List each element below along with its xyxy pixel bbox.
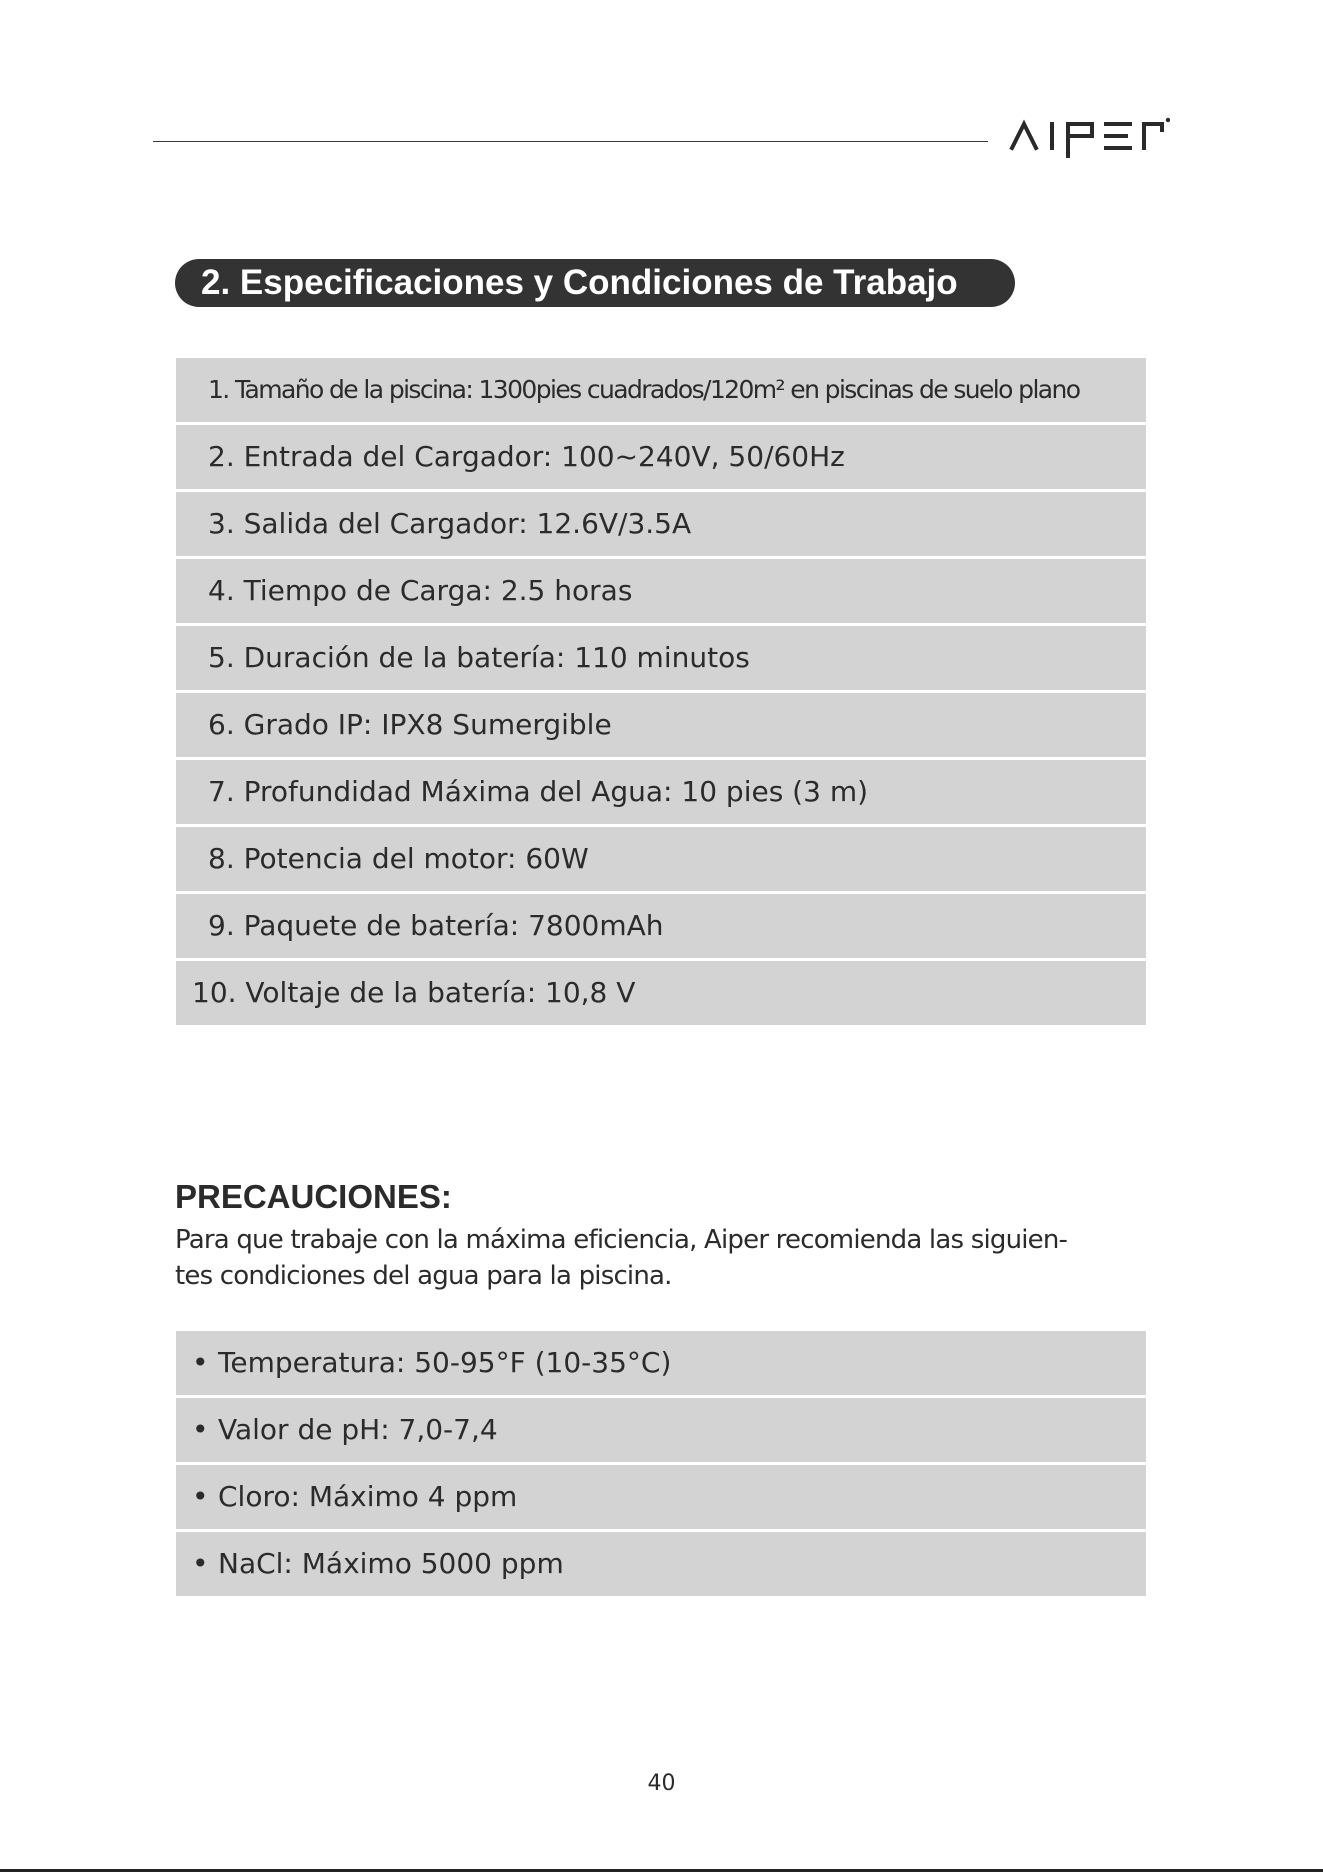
spec-row-battery-pack: 9. Paquete de batería: 7800mAh [176, 894, 1146, 958]
precautions-text-line: Para que trabaje con la máxima eficiencia, Aiper recomienda las siguien- [175, 1225, 1068, 1255]
condition-row-nacl [176, 1532, 1146, 1596]
precautions-title: PRECAUCIONES: [175, 1178, 452, 1215]
condition-text: NaCl: Máximo 5000 ppm [218, 1547, 564, 1580]
bullet-icon: • [192, 1346, 209, 1379]
spec-row-ip-rating: 6. Grado IP: IPX8 Sumergible [176, 693, 1146, 757]
precautions-text-line: tes condiciones del agua para la piscina. [175, 1261, 672, 1291]
spec-row-pool-size: 1. Tamaño de la piscina: 1300pies cuadrados/120m² en piscinas de suelo plano [176, 358, 1146, 422]
condition-text: Cloro: Máximo 4 ppm [218, 1480, 518, 1513]
specifications-table [176, 358, 1146, 1028]
header-rule [153, 141, 988, 142]
spec-row-battery-voltage: 10. Voltaje de la batería: 10,8 V [176, 961, 1146, 1025]
spec-row-charger-output: 3. Salida del Cargador: 12.6V/3.5A [176, 492, 1146, 556]
spec-row-battery-life: 5. Duración de la batería: 110 minutos [176, 626, 1146, 690]
spec-row-charger-input: 2. Entrada del Cargador: 100~240V, 50/60Hz [176, 425, 1146, 489]
bullet-icon: • [192, 1413, 209, 1446]
spec-row-motor-power: 8. Potencia del motor: 60W [176, 827, 1146, 891]
bullet-icon: • [192, 1480, 209, 1513]
page-number: 40 [647, 1771, 676, 1796]
condition-row-chlorine [176, 1465, 1146, 1529]
spec-row-max-depth: 7. Profundidad Máxima del Agua: 10 pies (3 m) [176, 760, 1146, 824]
bullet-icon: • [192, 1547, 209, 1580]
section-title: 2. Especificaciones y Condiciones de Trabajo [175, 259, 1015, 307]
precautions-text [175, 1222, 1155, 1294]
spec-row-charge-time: 4. Tiempo de Carga: 2.5 horas [176, 559, 1146, 623]
condition-row-temperature [176, 1331, 1146, 1395]
aiper-logo [1008, 110, 1170, 162]
condition-text: Valor de pH: 7,0-7,4 [218, 1413, 498, 1446]
water-conditions-table [176, 1331, 1146, 1599]
condition-row-ph [176, 1398, 1146, 1462]
condition-text: Temperatura: 50-95°F (10-35°C) [218, 1346, 672, 1379]
